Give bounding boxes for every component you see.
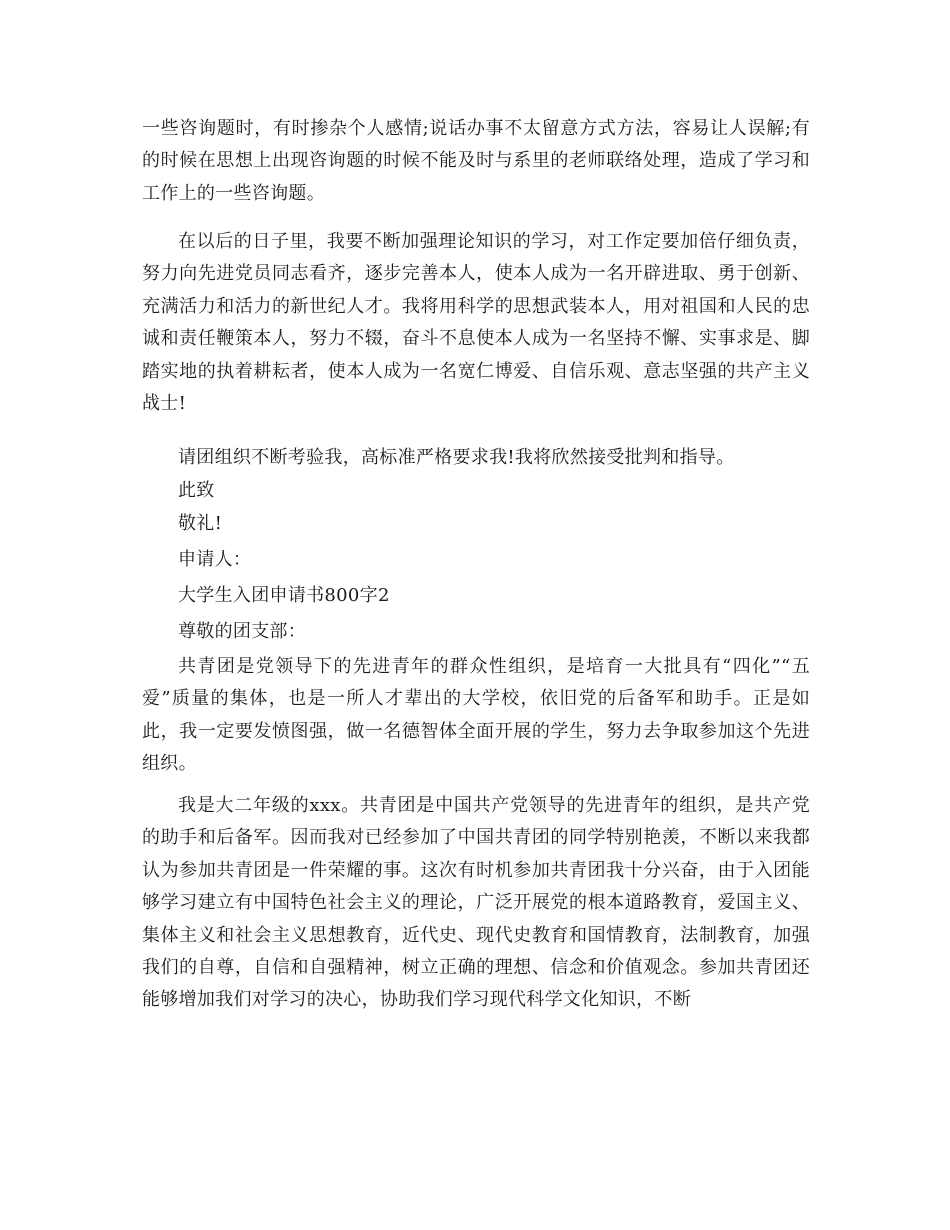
paragraph-future-commitment: 在以后的日子里，我要不断加强理论知识的学习，对工作定要加倍仔细负责，努力向先进党员同志看齐，逐步完善本人，使本人成为一名开辟进取、勇于创新、充满活力和活力的新世纪人才。我将用科学的思想武装本人，用对祖国和人民的忠诚和责任鞭策本人，努力不辍，奋斗不息使本人成为一名坚持不懈、实事求是、脚踏实地的执着耕耘者，使本人成为一名宽仁博爱、自信乐观、意志坚强的共产主义战士!: [142, 231, 810, 415]
applicant-label: 申请人：: [178, 549, 252, 570]
section-title: 大学生入团申请书800字2: [178, 585, 390, 606]
closing-regards: 敬礼!: [178, 513, 223, 534]
paragraph-personal-statement: 我是大二年级的xxx。共青团是中国共产党领导的先进青年的组织，是共产党的助手和后备军。因而我对已经参加了中国共青团的同学特别艳羡，不断以来我都认为参加共青团是一件荣耀的事。这次有时机参加共青团我十分兴奋，由于入团能够学习建立有中国特色社会主义的理论，广泛开展党的根本道路教育，爱国主义、集体主义和社会主义思想教育，近代史、现代史教育和国情教育，法制教育，加强我们的自尊，自信和自强精神，树立正确的理想、信念和价值观念。参加共青团还能够增加我们对学习的决心，协助我们学习现代科学文化知识，不断: [142, 795, 810, 1011]
paragraph-self-criticism: 一些咨询题时，有时掺杂个人感情;说话办事不太留意方式方法，容易让人误解;有的时候在思想上出现咨询题的时候不能及时与系里的老师联络处理，造成了学习和工作上的一些咨询题。: [142, 118, 810, 204]
paragraph-request-guidance: 请团组织不断考验我，高标准严格要求我!我将欣然接受批判和指导。: [178, 447, 735, 468]
paragraph-league-intro: 共青团是党领导下的先进青年的群众性组织，是培育一大批具有“四化”“五爱”质量的集体，也是一所人才辈出的大学校，依旧党的后备军和助手。正是如此，我一定要发愤图强，做一名德智体全面开展的学生，努力去争取参加这个先进组织。: [142, 656, 810, 775]
closing-salutation: 此致: [178, 480, 215, 501]
greeting: 尊敬的团支部：: [178, 621, 307, 642]
